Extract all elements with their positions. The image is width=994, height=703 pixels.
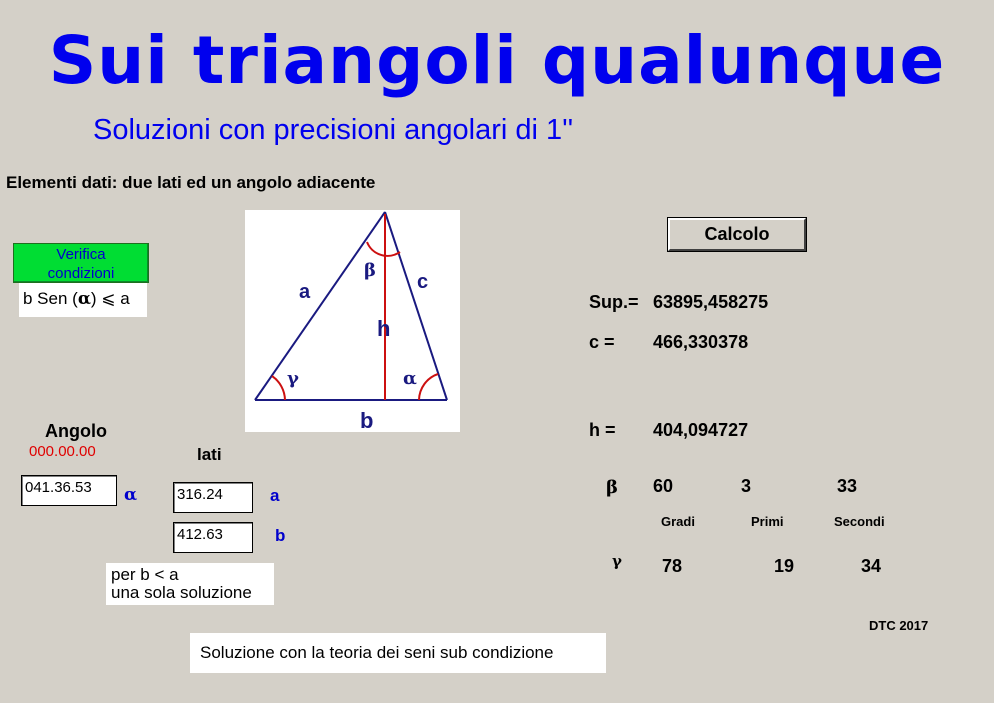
- area-value: 63895,458275: [653, 292, 769, 312]
- sides-label: lati: [197, 445, 222, 464]
- label-alpha: α: [403, 368, 417, 389]
- credit-label: DTC 2017: [869, 618, 929, 633]
- area-label: Sup.=: [589, 292, 639, 312]
- side-b-input[interactable]: 412.63: [173, 522, 253, 553]
- page-subtitle: Soluzioni con precisioni angolari di 1'': [93, 114, 574, 146]
- side-c-label: c =: [589, 332, 615, 352]
- given-elements-label: Elementi dati: due lati ed un angolo adiacente: [6, 173, 376, 192]
- angle-gamma-arc: [272, 376, 285, 400]
- triangle-diagram: [245, 210, 460, 432]
- side-c-value: 466,330378: [653, 332, 749, 352]
- side-a-line: [255, 212, 385, 400]
- angle-label: Angolo: [45, 421, 107, 441]
- label-height: h: [377, 316, 391, 341]
- label-beta: β: [364, 260, 376, 281]
- condition-suffix: ) ⩽ a: [90, 289, 130, 308]
- height-label: h =: [589, 420, 616, 440]
- beta-seconds: 33: [837, 476, 858, 496]
- calculate-button[interactable]: Calcolo: [668, 218, 806, 251]
- condition-prefix: b Sen (: [23, 289, 78, 308]
- col-seconds-label: Secondi: [834, 514, 885, 529]
- angle-alpha-symbol: α: [124, 485, 138, 505]
- beta-degrees: 60: [653, 476, 674, 496]
- single-solution-note: [106, 563, 274, 605]
- page-title: Sui triangoli qualunque: [48, 22, 946, 99]
- label-side-a: a: [299, 281, 311, 303]
- solution-caption: Soluzione con la teoria dei seni sub condizione: [190, 633, 606, 673]
- beta-minutes: 3: [741, 476, 752, 496]
- side-b-symbol: b: [275, 526, 286, 545]
- angle-input[interactable]: 041.36.53: [21, 475, 117, 506]
- note-line-2: una sola soluzione: [111, 583, 252, 602]
- side-a-symbol: a: [270, 486, 280, 505]
- gamma-minutes: 19: [774, 556, 795, 576]
- condition-box: [19, 283, 147, 317]
- col-minutes-label: Primi: [751, 514, 784, 529]
- col-degrees-label: Gradi: [661, 514, 695, 529]
- label-gamma: γ: [287, 368, 299, 389]
- note-line-1: per b < a: [111, 565, 179, 584]
- side-a-input[interactable]: 316.24: [173, 482, 253, 513]
- gamma-symbol: γ: [612, 552, 622, 570]
- gamma-degrees: 78: [662, 556, 683, 576]
- gamma-seconds: 34: [861, 556, 882, 576]
- height-value: 404,094727: [653, 420, 749, 440]
- label-side-b: b: [360, 408, 374, 432]
- verify-conditions-button[interactable]: Verifica condizioni: [13, 243, 149, 283]
- angle-alpha-arc: [419, 374, 438, 400]
- angle-format-hint: 000.00.00: [29, 443, 96, 460]
- triangle-svg: [245, 210, 460, 432]
- label-side-c: c: [417, 271, 429, 293]
- condition-alpha: α: [77, 289, 91, 309]
- beta-symbol: β: [606, 477, 618, 498]
